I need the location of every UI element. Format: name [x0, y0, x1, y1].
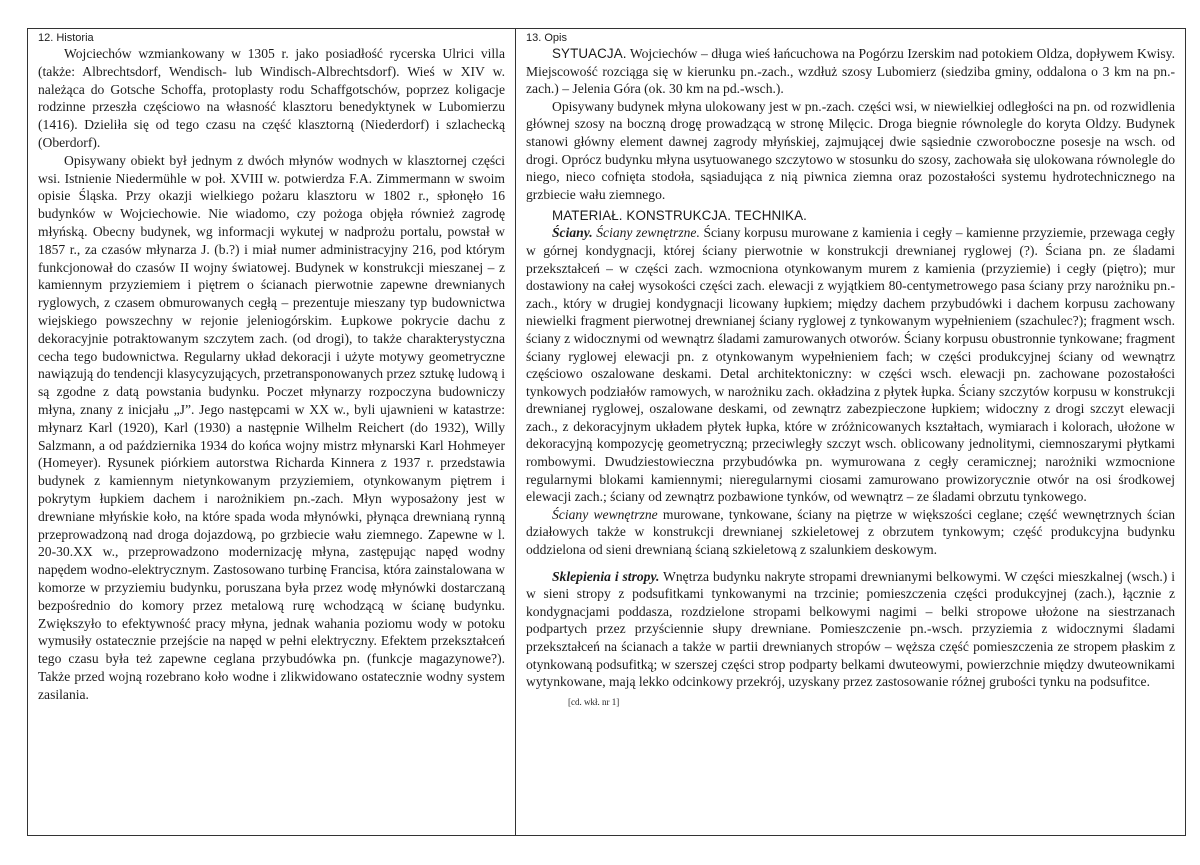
situation-paragraph-2: Opisywany budynek młyna ulokowany jest w pn.-zach. części wsi, w niewielkiej odległości na pn. od rozwidlenia głównej szosy na boczną drogę prowadzącą w stronę Milęcic. Droga biegnie równolegle do koryta Oldzy. Budynek stanowi główny element dawnej zagrody młyńskiej, zajmującej dwie sąsiednie czworoboczne posesje na wsch. od drogi. Oprócz budynku młyna usytuowanego szczytowo w stosunku do szosy, zachowała się ulokowana równolegle do niego, nieco cofnięta stodoła, sąsiadująca z nią piwnica ziemna oraz pozostałości systemu hydrotechnicznego na grzbiecie wału ziemnego. — [526, 98, 1175, 202]
description-column — [515, 29, 1185, 835]
history-column — [28, 29, 515, 835]
walls-inner-paragraph — [526, 506, 1175, 559]
walls-inner-text: murowane, tynkowane, ściany na piętrze w większości ceglane; część wewnętrznych ścian działowych także w konstrukcji drewnianej szkieletowej z obrzutem tynkowym; część produkcyjna budynku oddzielona od sieni drewnianą ścianą szkieletową z szalunkiem deskowym. — [526, 506, 1175, 558]
walls-outer-paragraph — [526, 224, 1175, 506]
walls-label: Ściany. — [552, 225, 593, 241]
material-heading: MATERIAŁ. KONSTRUKCJA. TECHNIKA. — [552, 208, 807, 224]
vaults-label: Sklepienia i stropy. — [552, 568, 660, 584]
situation-paragraph — [526, 45, 1175, 98]
walls-outer-label: Ściany zewnętrzne. — [596, 225, 700, 241]
history-paragraph-1: Wojciechów wzmiankowany w 1305 r. jako posiadłość rycerska Ulrici villa (także: Albrechtsdorf, Wendisch- lub Windisch-Albrechtsdorf). Wieś w XIV w. należąca do Gotsche Schoffa, protoplasty rodu Schaffgotschów, poprzez koligacje rodzinne przeszła częściowo na własność klasztoru benedyktynek w Lubomierzu (1416). Dzieliła się od tego czasu na część klasztorną (Niederdorf) i szlachecką (Oberdorf). — [38, 46, 505, 150]
history-paragraph-2: Opisywany obiekt był jednym z dwóch młynów wodnych w klasztornej części wsi. Istnienie Niedermühle w poł. XVIII w. potwierdza F.A. Zimmermann w swoim opisie Śląska. Przy okazji wielkiego pożaru klasztoru w 1802 r., spłonęło 16 budynków w Wojciechowie. Nie wiadomo, czy pożoga objęła również zagrodę młyńską. Obecny budynek, wg informacji wykutej w nadprożu portalu, powstał w 1857 r., za czasów młynarza J. (b.?) i miał numer administracyjny 216, pod którym funkcjonował do czasów II wojny światowej. Budynek w konstrukcji mieszanej – z kamiennym przyziemiem i piętrem o ścianach pierwotnie zapewne drewnianych ryglowych, z czasem obmurowanych cegłą – prezentuje mieszany typ budownictwa wiejskiego powszechny w rejonie jeleniogórskim. Łupkowe pokrycie dachu z dekoracyjnie potraktowanym szczytem zach. (od drogi), to także charakterystyczna cecha tego budownictwa. Regularny układ dekoracji i użyte motywy geometryczne nawiązują do tendencji klasycyzujących, przetransponowanych przez sztukę ludową i są zgodne z datą powstania budynku. Poczet młynarzy rozpoczyna budowniczy młyna, znany z inicjału „J”. Jego następcami w XX w., byli ujawnieni w katastrze: młynarz Karl (1920), Karl (1930) a następnie Wilhelm Reichert (do 1932), Willy Salzmann, a od października 1934 do końca wojny mistrz młynarski Karl Hohmeyer (Homeyer). Rysunek piórkiem autorstwa Richarda Kinnera z 1937 r. przedstawia budynek z kamiennym nietynkowanym przyziemiem, otynkowanym piętrem i pokrytym łupkiem dachem i narożnikiem pn.-zach. Młyn wyposażony jest w drewniane młyńskie koło, na które spada woda młynówki, płynąca drewnianą rynną przeprowadzoną nad droga dojazdową, po grzbiecie wału ziemnego. Zapewne w l. 20-30.XX w., przeprowadzono modernizację młyna, zastępując napęd wodny napędem wodno-elektrycznym. Zastosowano turbinę Francisa, która zainstalowana w komorze w przyziemiu budynku, poruszana była przez wodę młynówki dostarczaną bezpośrednio do komory przez metalową rurę wchodzącą w ścianę budynku. Zwiększyło to efektywność pracy młyna, jednak wahania poziomu wody w potoku wymusiły ostatecznie przejście na napęd w pełni elektryczny. Efektem przekształceń tego czasu była też zapewne ceglana przybudówka pn. (funkcje magazynowe?). Także przed wojną rozebrano koło wodne i zlikwidowano ostatecznie wodny system zasilania. — [38, 152, 505, 702]
vaults-text: Wnętrza budynku nakryte stropami drewnianymi belkowymi. W części mieszkalnej (wsch.) i w sieni stropy z podsufitkami tynkowanymi na trzcinie; pomieszczenia części produkcyjnej (zach.), łącznie z kondygnacjami poddasza, rozdzielone stropami belkowymi nagimi – belki stropowe ułożone na siestrzanach podpartych przez przyściennie słupy drewniane. Pomieszczenie pn.-wsch. przyziemia z widocznymi śladami przekształceń na ścianach a także w partii drewnianych stropów – węższa część pomieszczenia ze stropem płaskim z otynkowaną podsufitką; w szerszej części strop podparty belkami dwuteowymi, powierzchnie między dwuteownikami wytynkowane, mają lekko odcinkowy przekrój, uzyskany przez zastosowanie różnej grubości tynku na podsufitce. — [526, 568, 1175, 690]
section-header-history: 12. Historia — [38, 32, 94, 44]
vaults-paragraph — [526, 568, 1175, 691]
situation-text: Wojciechów – długa wieś łańcuchowa na Pogórzu Izerskim nad potokiem Oldza, dopływem Kwisy. Miejscowość rozciąga się w kierunku pn.-zach., wzdłuż szosy Lubomierz (siedziba gminy, oddalona o 3 km na pn.-zach.) – Jelenia Góra (ok. 30 km na pd.-wsch.). — [526, 46, 1175, 97]
walls-inner-label: Ściany wewnętrzne — [552, 506, 658, 522]
section-header-description: 13. Opis — [526, 32, 567, 44]
situation-heading: SYTUACJA. — [552, 46, 627, 61]
document-sheet — [27, 28, 1186, 836]
continuation-note: [cd. wkł. nr 1] — [568, 696, 620, 707]
walls-outer-text: Ściany korpusu murowane z kamienia i cegły – kamienne przyziemie, przewaga cegły w górnej kondygnacji, której ściany pierwotnie w konstrukcji drewnianej ryglowej (?). Ściana pn. ze śladami przekształceń – w części zach. wzmocniona otynkowanym murem z kamienia (przyziemie) i cegły (piętro); mur dostawiony na całej wysokości części zach. elewacji z wyjątkiem 80-centymetrowego pasa ściany przy narożniku pn.-zach., który w drugiej kondygnacji licowany łupkiem; między dachem przybudówki i dachem korpusu zachowany niewielki fragment pierwotnej drewnianej ściany ryglowej z tynkowanym wypełnieniem (szachulec?); fragment wsch. ściany z widocznymi od wewnątrz śladami zamurowanych otworów. Ściany korpusu obustronnie tynkowane; fragment ściany ryglowej elewacji pn. z otynkowanym wypełnieniem fach; w części produkcyjnej ściany od wewnątrz częściowo oszalowane deskami. Detal architektoniczny: w części wsch. elewacji pn. zachowane pozostałości tynkowych podziałów ramowych, w narożniku zach. okładzina z płytek łupka. Ściany szczytów korpusu w konstrukcji drewnianej ryglowej, oszalowane deskami, od zewnątrz zabezpieczone łupkiem; widoczny z drogi szczyt elewacji zach., z dekoracyjnym układem płytek łupka, które w zróżnicowanych kształtach, wymiarach i kolorach, ułożone w dekoracyjną kompozycję geometryczną; przeciwległy szczyt wsch. oblicowany jednolitymi, ciemnoszarymi płytkami rombowymi. Dwudziestowieczna przybudówka pn. wymurowana z cegły ceramicznej; narożniki wzmocnione regularnymi blokami kamiennymi; nieregularnymi ciosami zamurowano prowizorycznie otwór na osi środkowej elewacji zach.; ściany od zewnątrz pozbawione tynków, od wewnątrz – ze śladami obrzutu tynkowego. — [526, 225, 1175, 505]
